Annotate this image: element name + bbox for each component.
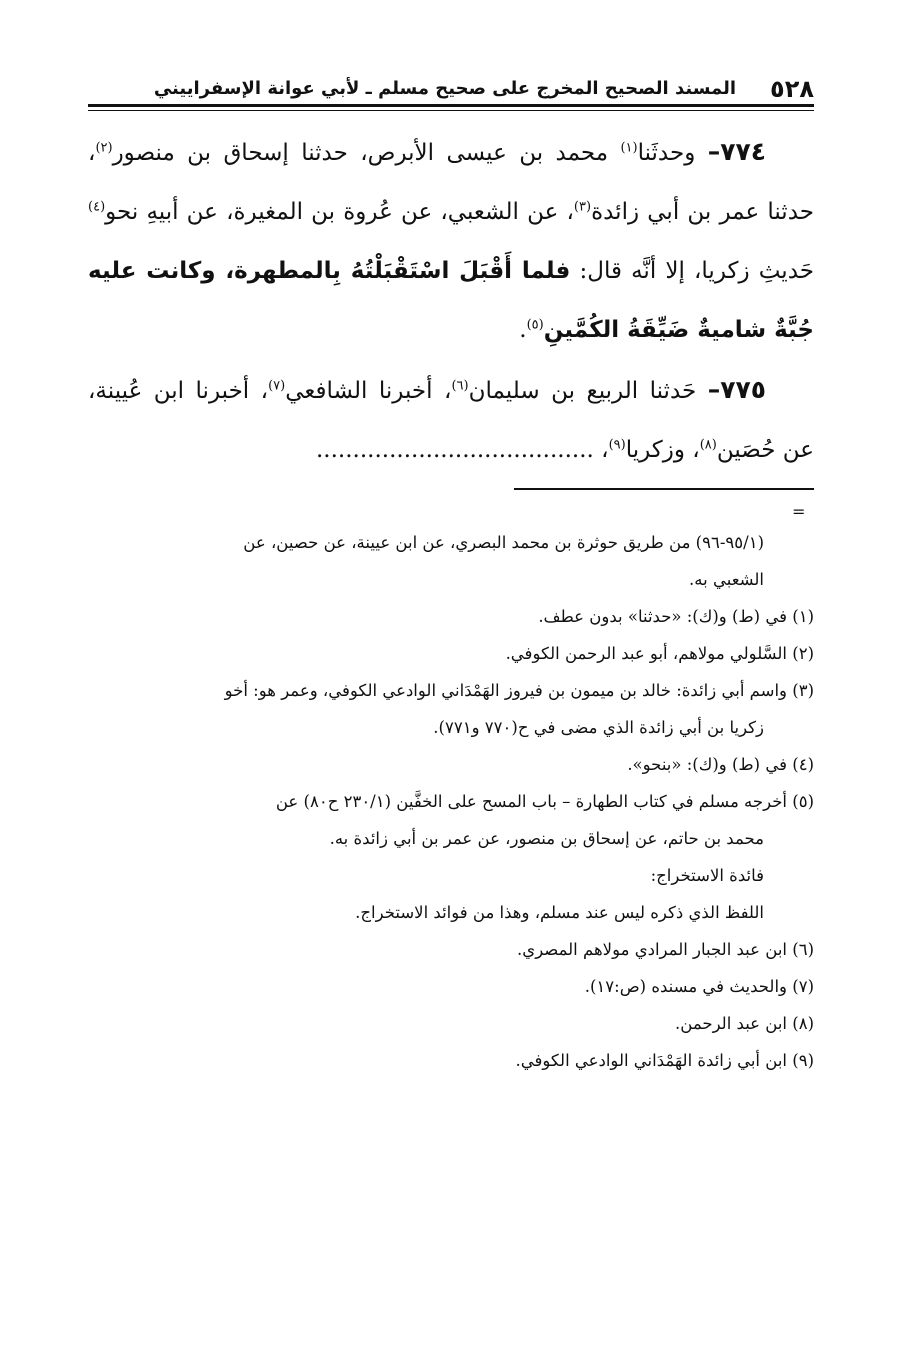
footnote-5-continued: محمد بن حاتم، عن إسحاق بن منصور، عن عمر بن أبي زائدة به. xyxy=(329,829,764,848)
hadith-text: ، xyxy=(593,437,609,463)
hadith-775 xyxy=(88,360,814,480)
hadith-text: ، أخبرنا الشافعي xyxy=(285,378,452,404)
footnote-4: (٤) في (ط) و(ك): «بنحو». xyxy=(627,755,814,774)
book-page xyxy=(88,0,814,1367)
hadith-number: ٧٧٤ xyxy=(720,137,766,166)
hadith-text: . xyxy=(519,317,527,343)
footnote-ref: (٦) xyxy=(451,378,469,394)
footnote-7: (٧) والحديث في مسنده (ص:١٧). xyxy=(584,977,814,996)
hadith-text: حَديثِ زكريا، إلا أنَّه قال: xyxy=(570,258,814,284)
header-rule-thick xyxy=(88,104,814,107)
footnotes xyxy=(88,524,814,1079)
footnote-ref: (٢) xyxy=(95,140,113,156)
footnote-ref: (٤) xyxy=(88,199,106,215)
footnote-ref: (١) xyxy=(620,140,638,156)
footnote-separator xyxy=(514,488,814,490)
footnote-3: (٣) واسم أبي زائدة: خالد بن ميمون بن فيروز الهَمْدَاني الوادعي الكوفي، وعمر هو: أخو xyxy=(224,681,814,700)
footnote-carryover: الشعبي به. xyxy=(689,570,764,589)
footnote-9: (٩) ابن أبي زائدة الهَمْدَاني الوادعي الكوفي. xyxy=(515,1051,814,1070)
hadith-text: ، أخبرنا ابن عُيينة، عن حُصَين xyxy=(88,378,814,463)
footnote-8: (٨) ابن عبد الرحمن. xyxy=(675,1014,814,1033)
footnote-ref: (٨) xyxy=(699,437,717,453)
running-title: المسند الصحيح المخرج على صحيح مسلم ـ لأبي عوانة الإسفراييني xyxy=(153,78,737,99)
hadith-number: ٧٧٥ xyxy=(720,375,766,404)
footnote-5-note: اللفظ الذي ذكره ليس عند مسلم، وهذا من فوائد الاستخراج. xyxy=(355,903,764,922)
footnote-1: (١) في (ط) و(ك): «حدثنا» بدون عطف. xyxy=(538,607,814,626)
hadith-774 xyxy=(88,122,814,360)
hadith-text: ، وزكريا xyxy=(625,437,700,463)
header-rule-thin xyxy=(88,110,814,111)
hadith-text: ، عن الشعبي، عن عُروة بن المغيرة، عن أبيهِ نحو xyxy=(105,199,574,225)
hadith-text: وحدثَنا xyxy=(637,140,708,166)
hadith-dash: – xyxy=(707,137,721,166)
footnote-5-heading: فائدة الاستخراج: xyxy=(650,866,764,885)
main-text xyxy=(88,122,814,480)
footnote-carryover: (٩٥/١-٩٦) من طريق حوثرة بن محمد البصري، عن ابن عيينة، عن حصين، عن xyxy=(243,533,764,552)
hadith-text: حَدثنا الربيع بن سليمان xyxy=(468,378,708,404)
hadith-text: ، حدثنا عمر بن أبي زائدة xyxy=(88,140,814,225)
footnote-5: (٥) أخرجه مسلم في كتاب الطهارة – باب المسح على الخفَّين (٢٣٠/١ ح٨٠) عن xyxy=(275,792,814,811)
footnote-ref: (٧) xyxy=(268,378,286,394)
footnote-2: (٢) السَّلولي مولاهم، أبو عبد الرحمن الكوفي. xyxy=(505,644,814,663)
footnote-3-continued: زكريا بن أبي زائدة الذي مضى في ح(٧٧٠ و٧٧١). xyxy=(433,718,764,737)
hadith-dash: – xyxy=(707,375,721,404)
hadith-matn: فلما أَقْبَلَ اسْتَقْبَلْتُهُ بِالمطهرة، وكانت عليه جُبَّةٌ شاميةٌ ضَيِّقَةُ الكُمَّينِ xyxy=(88,258,814,343)
continuation-mark: = xyxy=(792,502,806,521)
continuation-dots: ...................................... xyxy=(316,437,594,463)
page-number: ٥٢٨ xyxy=(770,75,814,103)
hadith-text: محمد بن عيسى الأبرص، حدثنا إسحاق بن منصور xyxy=(112,140,621,166)
page-header xyxy=(88,68,814,104)
footnote-6: (٦) ابن عبد الجبار المرادي مولاهم المصري. xyxy=(517,940,814,959)
footnote-ref: (٩) xyxy=(608,437,626,453)
footnote-ref: (٣) xyxy=(573,199,592,215)
footnote-ref: (٥) xyxy=(526,317,544,333)
